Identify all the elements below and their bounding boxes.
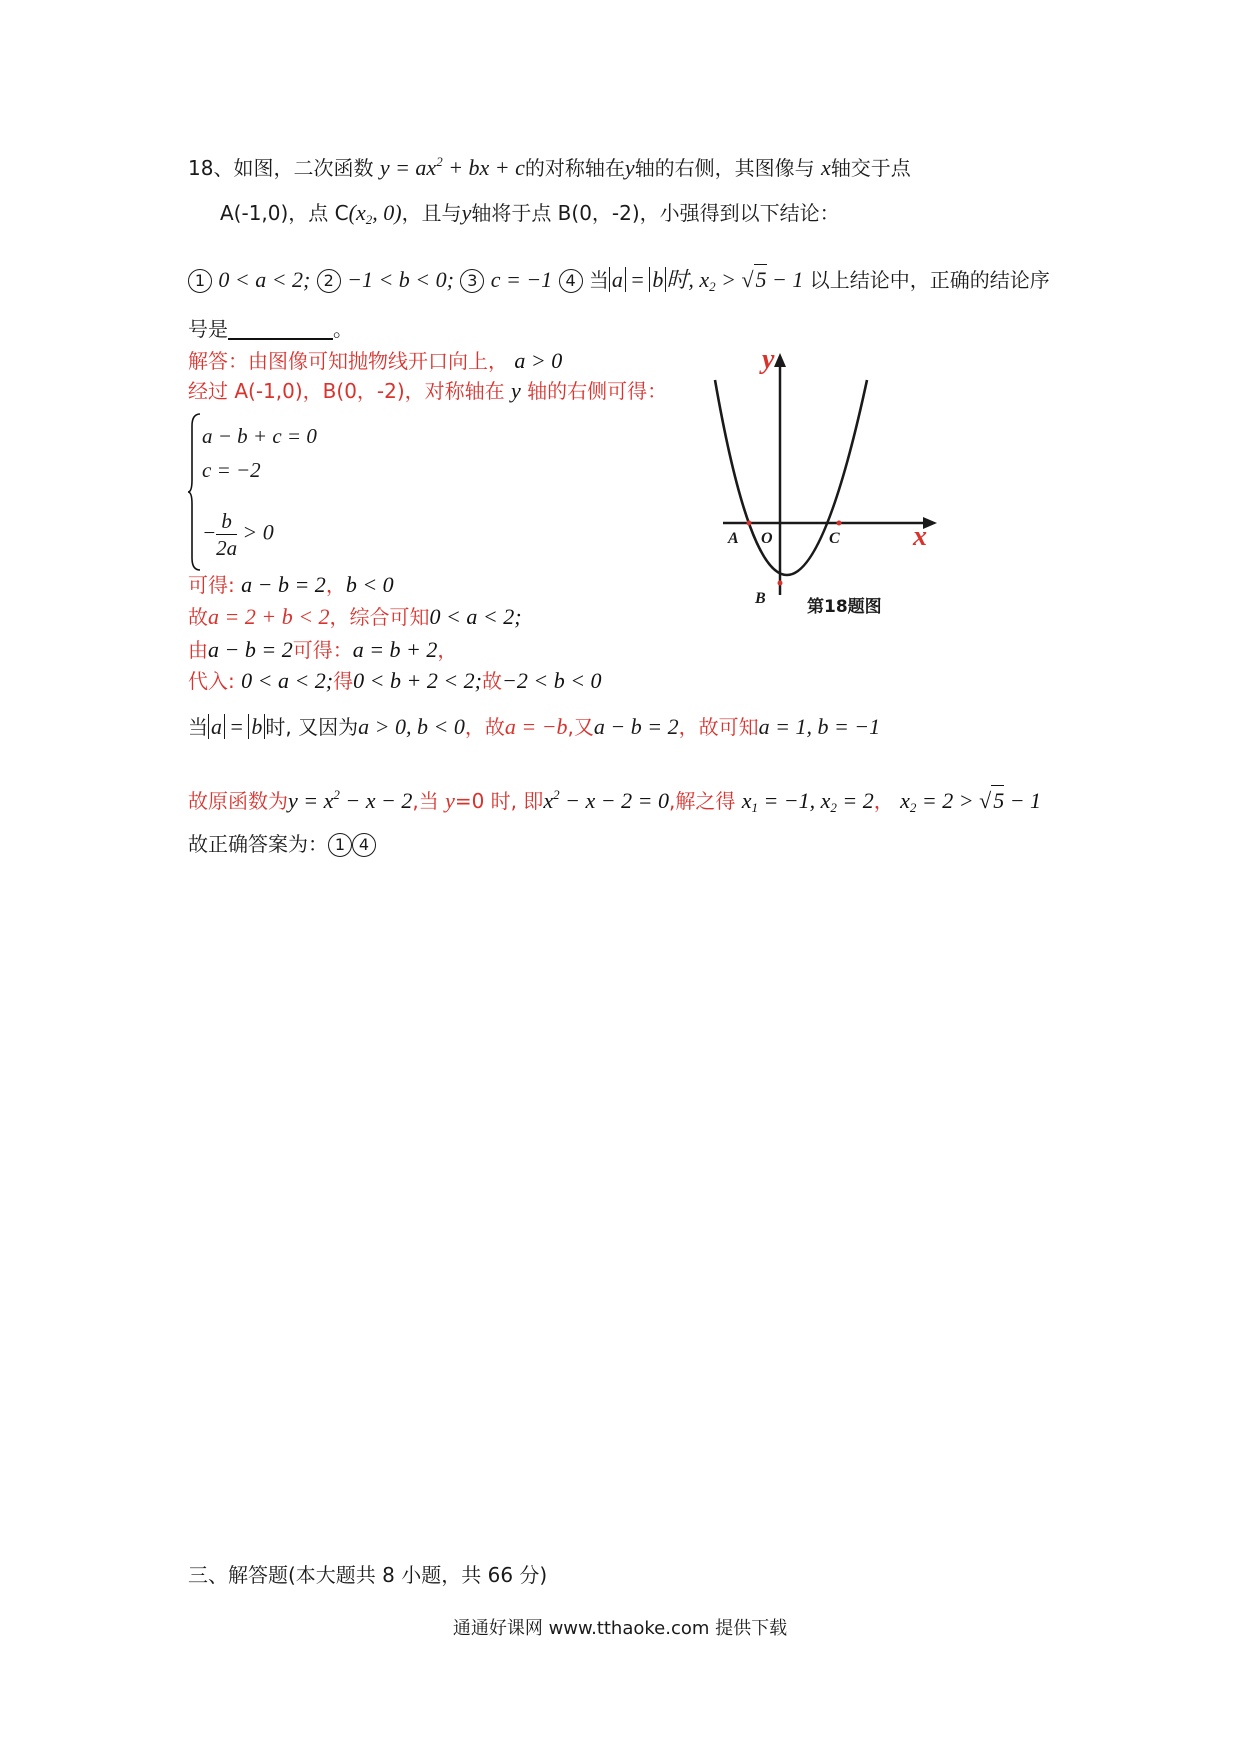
system-eq-2: c = −2 [202, 458, 261, 482]
system-eq-1: a − b + c = 0 [202, 424, 317, 448]
circled-3: 3 [460, 269, 484, 293]
circled-1-answer: 1 [328, 833, 352, 857]
conclusions-line: 1 0 < a < 2; 2 −1 < b < 0; 3 c = −1 4 当 a = b 时, $x_2 > √5 - 1$ 以上结论中，正确的结论序 [188, 264, 1050, 302]
label-b: B [755, 590, 766, 607]
x-axis-label: x [913, 521, 927, 552]
solution-line-3: 可得: a − b = 2，b < 0 [188, 572, 394, 597]
y-axis-label: y [762, 344, 775, 375]
circled-2: 2 [317, 269, 341, 293]
y-axis-arrow [774, 353, 786, 367]
left-brace [188, 412, 202, 572]
answer-line: 号是 。 [188, 317, 353, 341]
system-eq-3: − $\frac{b}{2a}$ > 0 [202, 509, 274, 560]
circled-1: 1 [188, 269, 212, 293]
circled-4: 4 [559, 269, 583, 293]
equation-system [188, 412, 348, 572]
solution-line-1: 解答：由图像可知抛物线开口向上， a > 0 [188, 348, 563, 373]
fraction-b-over-2a: $\frac{b}{2a}$ [216, 509, 238, 560]
label-c: C [829, 530, 840, 547]
solution-line-4: 故a = 2 + b < 2，综合可知0 < a < 2; [188, 604, 522, 629]
problem-line-2: A(-1,0)，点 $C(x_2$, 0)，且与y轴将于点 B(0，-2)，小强得到以下结论： [220, 200, 840, 227]
point-a-marker [747, 521, 752, 526]
solution-line-6: 代入: 0 < a < 2;得0 < b + 2 < 2;故−2 < b < 0 [188, 668, 602, 693]
solution-line-2: 经过 A(-1,0)，B(0，-2)，对称轴在 y 轴的右侧可得： [188, 378, 668, 403]
label-a: A [728, 530, 739, 547]
parabola-figure [705, 345, 945, 625]
solution-line-7: 当 a = b 时, 又因为a > 0, b < 0，故a = −b,又a − b = 2，故可知a = 1, b = −1 [188, 714, 881, 739]
point-b-marker [778, 581, 783, 586]
problem-line-1: 18、如图，二次函数 $y = ax^2$ + bx + c的对称轴在y轴的右侧，其图像与 x轴交于点 [188, 154, 911, 180]
answer-blank [228, 316, 333, 340]
solution-line-8: 故原函数为$y = x^2 - x - 2$,当 y=0 时, 即$x^2 - x - 2 = 0$,解之得 $x_1 = -1$, $x_2 = 2$， $x_2 = 2 > √5 - 1$ [188, 787, 1042, 815]
quadratic-function: $y = ax^2$ + bx + c [379, 154, 525, 180]
point-c-coord: ($x_2$, 0) [348, 200, 402, 227]
final-answer-line: 故正确答案为： 1 4 [188, 829, 376, 859]
figure-caption: 第18题图 [807, 597, 882, 617]
circled-4-answer: 4 [352, 833, 376, 857]
footer-credit: 通通好课网 www.tthaoke.com 提供下载 [452, 1618, 788, 1639]
label-o: O [761, 530, 773, 547]
section-3-heading: 三、解答题(本大题共 8 小题，共 66 分) [188, 1563, 548, 1587]
solution-line-5: 由a − b = 2可得：a = b + 2， [188, 637, 458, 662]
point-c-marker [837, 521, 842, 526]
